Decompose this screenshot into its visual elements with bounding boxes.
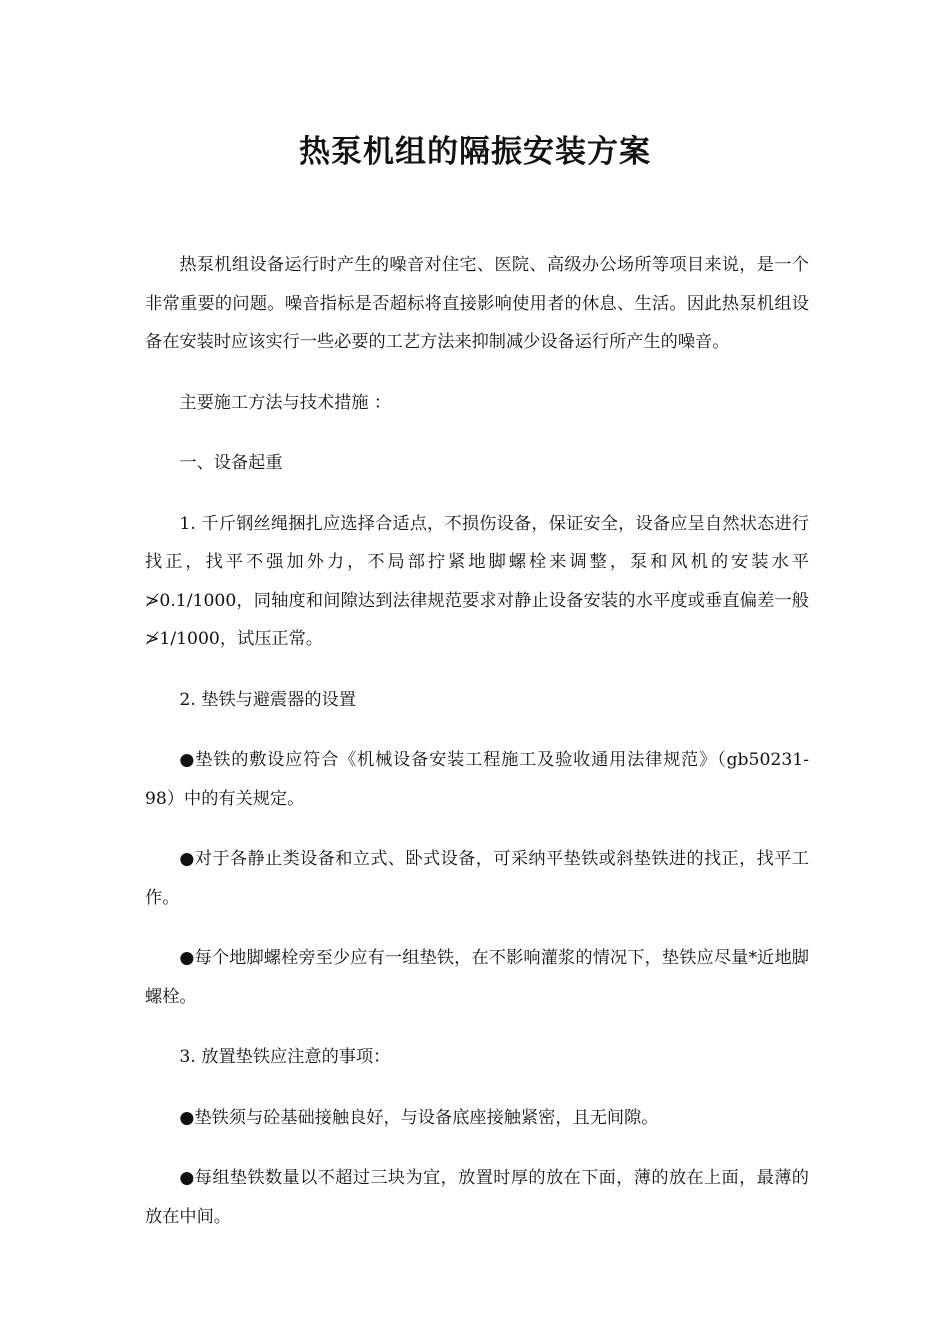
bullet-paragraph: ●对于各静止类设备和立式、卧式设备，可采纳平垫铁或斜垫铁进的找正，找平工作。: [145, 849, 809, 908]
intro-paragraph: 热泵机组设备运行时产生的噪音对住宅、医院、高级办公场所等项目来说，是一个非常重要的问题。噪音指标是否超标将直接影响使用者的休息、生活。因此热泵机组设备在安装时应该实行一些必要的工艺方法来抑制减少设备运行所产生的噪音。: [145, 255, 809, 352]
item-2-heading: 2. 垫铁与避震器的设置: [179, 689, 356, 710]
methods-heading: 主要施工方法与技术措施 ：: [179, 392, 392, 413]
bullet-paragraph: ●每组垫铁数量以不超过三块为宜，放置时厚的放在下面，薄的放在上面，最薄的放在中间。: [145, 1168, 809, 1227]
document-title: 热泵机组的隔振安装方案: [299, 134, 651, 170]
section-heading-lifting: 一、设备起重: [179, 453, 283, 473]
bullet-paragraph: ●垫铁的敷设应符合《机械设备安装工程施工及验收通用法律规范》（gb50231-98）中的有关规定。: [145, 750, 809, 809]
document-body: [145, 246, 809, 1258]
item-3-heading: 3. 放置垫铁应注意的事项：: [179, 1047, 391, 1067]
bullet-paragraph: ●每个地脚螺栓旁至少应有一组垫铁，在不影响灌浆的情况下，垫铁应尽量*近地脚螺栓。: [145, 948, 809, 1007]
bullet-paragraph: ●垫铁须与砼基础接触良好，与设备底座接触紧密，且无间隙。: [179, 1107, 659, 1128]
item-1-paragraph: 1. 千斤钢丝绳捆扎应选择合适点，不损伤设备，保证安全，设备应呈自然状态进行找正，找平不强加外力，不局部拧紧地脚螺栓来调整，泵和风机的安装水平≯0.1/1000，同轴度和间隙达到法律规范要求对静止设备安装的水平度或垂直偏差一般≯1/1000，试压正常。: [145, 513, 809, 649]
